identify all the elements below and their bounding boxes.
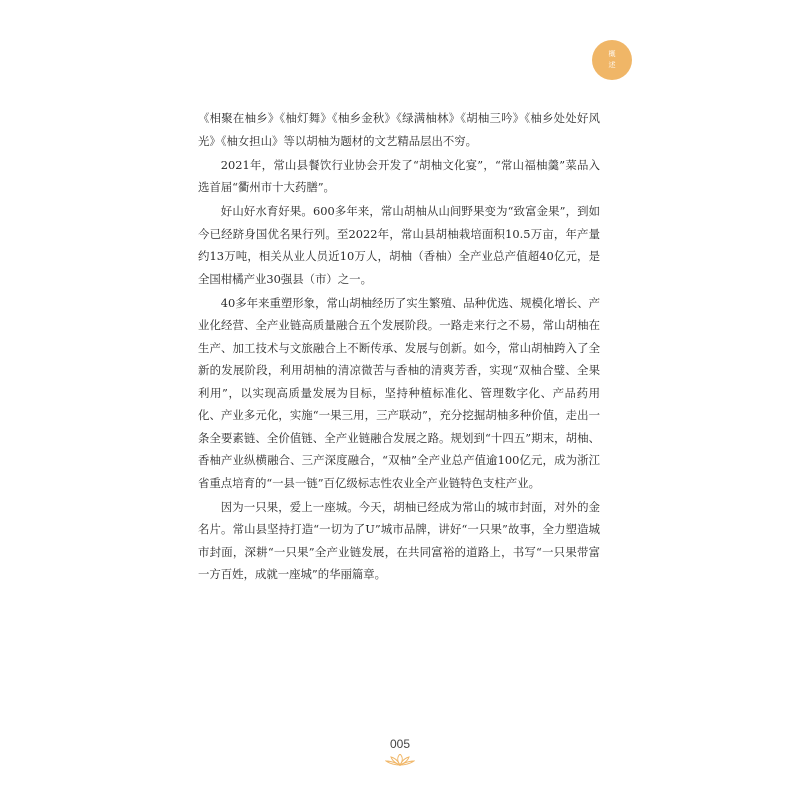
paragraph-3: 好山好水育好果。600多年来，常山胡柚从山间野果变为“致富金果”，到如今已经跻身国优名果行列。至2022年，常山县胡柚栽培面积10.5万亩，年产量约13万吨，相关从业人员近10万人，胡柚（香柚）全产业总产值超40亿元，是全国柑橘产业30强县（市）之一。 [198, 204, 600, 286]
chapter-badge [592, 40, 632, 80]
body-text [198, 107, 600, 587]
paragraph-1: 《相聚在柚乡》《柚灯舞》《柚乡金秋》《绿满柚林》《胡柚三吟》《柚乡处处好风光》《柚女担山》等以胡柚为题材的文艺精品层出不穷。 [198, 111, 600, 148]
paragraph-4: 40多年来重塑形象，常山胡柚经历了实生繁殖、品种优选、规模化增长、产业化经营、全产业链高质量融合五个发展阶段。一路走来行之不易，常山胡柚在生产、加工技术与文旅融合上不断传承、发展与创新。如今，常山胡柚跨入了全新的发展阶段，利用胡柚的清凉微苦与香柚的清爽芳香，实现“双柚合璧、全果利用”，以实现高质量发展为目标，坚持种植标准化、管理数字化、产品药用化、产业多元化，实施“一果三用，三产联动”，充分挖掘胡柚多种价值，走出一条全要素链、全价值链、全产业链融合发展之路。规划到“十四五”期末，胡柚、香柚产业纵横融合、三产深度融合，“双柚”全产业总产值逾100亿元，成为浙江省重点培育的“一县一链”百亿级标志性农业全产业链特色支柱产业。 [198, 295, 600, 490]
paragraph-2: 2021年，常山县餐饮行业协会开发了“胡柚文化宴”，“常山福柚羹”菜品入选首届“衢州市十大药膳”。 [198, 157, 600, 194]
lotus-ornament-icon [385, 754, 415, 766]
paragraph-5: 因为一只果，爱上一座城。今天，胡柚已经成为常山的城市封面，对外的金名片。常山县坚持打造“一切为了U”城市品牌，讲好“一只果”故事，全力塑造城市封面，深耕“一只果”全产业链发展，在共同富裕的道路上，书写“一只果带富一方百姓，成就一座城”的华丽篇章。 [198, 499, 600, 581]
chapter-label-line1: 概 [608, 50, 616, 58]
page-number: 005 [389, 737, 411, 751]
chapter-label-line2: 述 [608, 61, 616, 69]
